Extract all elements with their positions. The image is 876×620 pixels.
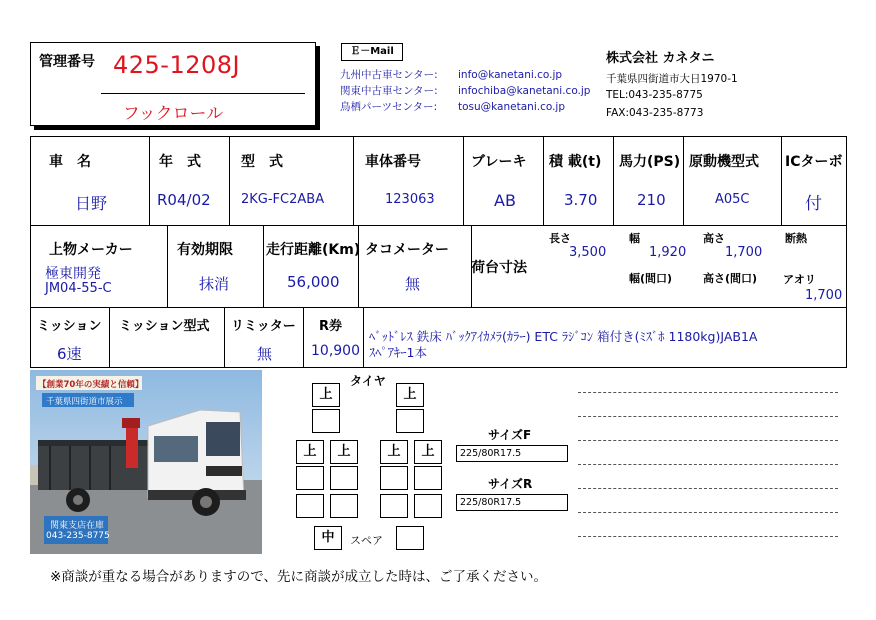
spec-table xyxy=(30,136,847,368)
value-chassis: 123063 xyxy=(385,192,435,207)
size-r-label: サイズR xyxy=(488,477,533,491)
dim-insulation-label: 断熱 xyxy=(785,232,807,245)
header-mileage: 走行距離(Km) xyxy=(266,242,361,258)
dim-height-open-label: 高さ(間口) xyxy=(703,272,758,285)
divider xyxy=(101,93,305,94)
email-address[interactable]: infochiba@kanetani.co.jp xyxy=(458,85,591,97)
value-year: R04/02 xyxy=(157,191,211,209)
spare-label: スペア xyxy=(350,534,383,547)
tire-rear-right-outer: 上 xyxy=(414,440,442,464)
dim-length-label: 長さ xyxy=(549,232,571,245)
email-row xyxy=(340,67,562,82)
tire-rear-left-inner: 上 xyxy=(330,440,358,464)
tire-box xyxy=(380,494,408,518)
company-fax: FAX:043-235-8773 xyxy=(606,107,704,119)
vehicle-type: フックロール xyxy=(122,104,224,124)
dim-width-label: 幅 xyxy=(629,232,640,245)
tire-spare-mark: 中 xyxy=(314,526,342,550)
tire-box xyxy=(396,409,424,433)
header-r-ticket: R券 xyxy=(319,319,343,334)
header-power: 馬力(PS) xyxy=(619,154,681,170)
photo-banner-location: 千葉県四街道市展示 xyxy=(46,397,123,407)
company-name: 株式会社 カネタニ xyxy=(606,51,715,66)
value-maker: 極東開発 xyxy=(45,266,101,282)
email-row xyxy=(340,99,565,114)
note-line xyxy=(578,440,838,441)
tire-front-right: 上 xyxy=(396,383,424,407)
truck-photo xyxy=(30,370,262,554)
size-f-label: サイズF xyxy=(488,428,532,442)
header-maker: 上物メーカー xyxy=(49,242,133,258)
disclaimer-note: ※商談が重なる場合がありますので、先に商談が成立した時は、ご了承ください。 xyxy=(50,569,548,585)
management-label: 管理番号 xyxy=(39,54,95,70)
tire-box xyxy=(330,494,358,518)
dim-aori: 1,700 xyxy=(805,288,843,303)
header-load: 積 載(t) xyxy=(549,154,602,170)
header-cargo: 荷台寸法 xyxy=(471,260,527,276)
value-expiry: 抹消 xyxy=(199,275,230,293)
dim-width: 1,920 xyxy=(649,245,687,260)
header-expiry: 有効期限 xyxy=(177,242,233,258)
note-line xyxy=(578,464,838,465)
value-turbo: 付 xyxy=(805,194,822,214)
note-line xyxy=(578,392,838,393)
management-box xyxy=(30,42,316,126)
header-year: 年 式 xyxy=(159,154,201,170)
header-brake: ブレーキ xyxy=(471,154,527,170)
value-equipment-2: ｽﾍﾟｱｷｰ1本 xyxy=(369,345,427,360)
company-tel: TEL:043-235-8775 xyxy=(606,89,703,101)
email-address[interactable]: info@kanetani.co.jp xyxy=(458,69,563,81)
tire-rear-left-outer: 上 xyxy=(296,440,324,464)
dim-aori-label: アオリ xyxy=(783,273,816,286)
value-tacho: 無 xyxy=(405,275,421,293)
note-line xyxy=(578,488,838,489)
tire-box xyxy=(296,494,324,518)
note-line xyxy=(578,416,838,417)
value-brake: AB xyxy=(494,191,516,210)
value-limiter: 無 xyxy=(257,345,273,363)
email-center-name: 鳥栖パーツセンター: xyxy=(340,101,438,113)
header-turbo: ICターボ xyxy=(785,154,843,170)
value-engine: A05C xyxy=(715,192,750,207)
value-maker-model: JM04-55-C xyxy=(45,281,112,296)
tire-front-left: 上 xyxy=(312,383,340,407)
tire-box xyxy=(414,494,442,518)
email-center-name: 関東中古車センター: xyxy=(340,85,438,97)
header-chassis: 車体番号 xyxy=(365,154,421,170)
value-mission: 6速 xyxy=(57,345,82,363)
size-f-value: 225/80R17.5 xyxy=(456,445,568,462)
value-load: 3.70 xyxy=(564,191,598,209)
photo-store: 関東支店在庫 xyxy=(50,521,105,531)
header-tacho: タコメーター xyxy=(365,242,449,258)
email-address[interactable]: tosu@kanetani.co.jp xyxy=(458,101,566,113)
email-title: Ｅ－Mail xyxy=(341,43,403,61)
dim-length: 3,500 xyxy=(569,245,607,260)
dim-height-label: 高さ xyxy=(703,232,725,245)
value-car-name: 日野 xyxy=(75,194,108,213)
tire-box xyxy=(296,466,324,490)
header-engine: 原動機型式 xyxy=(689,154,759,170)
photo-banner-tagline: 【創業70年の実績と信頼】 xyxy=(38,380,144,390)
size-r-value: 225/80R17.5 xyxy=(456,494,568,511)
value-equipment: ﾍﾞｯﾄﾞﾚｽ 鉄床 ﾊﾞｯｸｱｲｶﾒﾗ(ｶﾗｰ) ETC ﾗｼﾞｺﾝ 箱付き(ﾐｽﾞﾎ 1180kg)JAB1A xyxy=(369,329,758,344)
header-model: 型 式 xyxy=(241,154,283,170)
tire-box xyxy=(380,466,408,490)
tire-spare xyxy=(396,526,424,550)
dim-width-open-label: 幅(間口) xyxy=(629,272,673,285)
email-row xyxy=(340,83,590,98)
tire-label: タイヤ xyxy=(350,374,386,388)
management-number: 425-1208J xyxy=(113,51,241,79)
note-line xyxy=(578,512,838,513)
photo-phone: 043-235-8775 xyxy=(46,531,110,541)
company-address: 千葉県四街道市大日1970-1 xyxy=(606,73,738,85)
dim-height: 1,700 xyxy=(725,245,763,260)
tire-box xyxy=(312,409,340,433)
header-limiter: リミッター xyxy=(231,319,296,334)
tire-box xyxy=(330,466,358,490)
value-power: 210 xyxy=(637,191,666,209)
tire-rear-right-inner: 上 xyxy=(380,440,408,464)
note-line xyxy=(578,536,838,537)
header-mission: ミッション xyxy=(37,319,102,334)
email-center-name: 九州中古車センター: xyxy=(340,69,438,81)
header-car-name: 車 名 xyxy=(49,154,91,170)
value-model: 2KG-FC2ABA xyxy=(241,192,325,207)
tire-box xyxy=(414,466,442,490)
header-mission-type: ミッション型式 xyxy=(119,319,210,334)
value-r-ticket: 10,900 xyxy=(311,343,360,359)
value-mileage: 56,000 xyxy=(287,273,340,291)
